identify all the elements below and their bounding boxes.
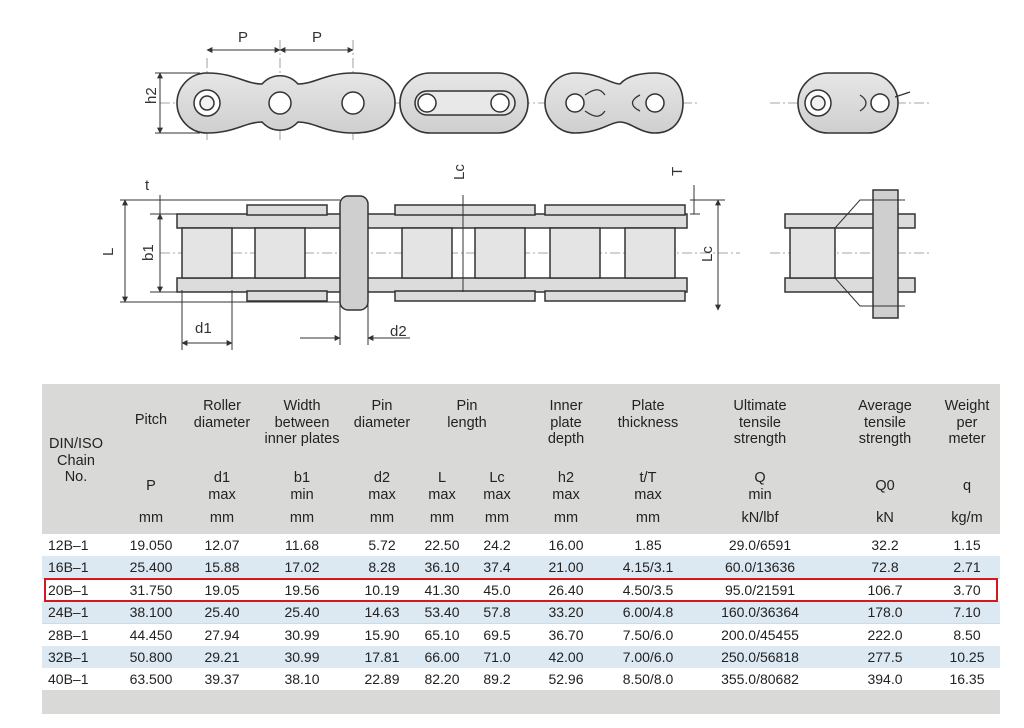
cell-Q0: 106.7 (867, 581, 903, 598)
cell-Q0: 32.2 (871, 537, 899, 553)
cell-Q0: 178.0 (867, 604, 903, 621)
cell-Q0: 72.8 (871, 559, 899, 576)
cell-b1: 11.68 (285, 537, 319, 553)
label-pitch-right: P (312, 29, 323, 46)
label-pitch-left: P (238, 29, 249, 46)
cell-p: 19.050 (129, 537, 173, 553)
cell-p: 38.100 (129, 604, 173, 621)
unit-Q: kN/lbf (741, 510, 779, 526)
cell-p: 31.750 (129, 581, 173, 598)
cell-tT: 8.50/8.0 (622, 671, 674, 688)
header-width: Width between inner plates (264, 398, 340, 447)
symbol-Q: Q min (748, 470, 772, 503)
label-d2: d2 (390, 323, 407, 340)
cell-no: 32B–1 (48, 649, 89, 665)
unit-tT: mm (635, 510, 661, 526)
symbol-d2: d2 max (368, 470, 396, 503)
cell-d2: 15.90 (364, 626, 400, 643)
unit-p: mm (138, 510, 164, 526)
table-row (42, 624, 1000, 646)
cell-d1: 27.94 (204, 626, 240, 643)
cell-h2: 26.40 (548, 581, 584, 598)
cell-Lc: 45.0 (483, 581, 511, 598)
table-row (42, 646, 1000, 668)
cell-Q: 200.0/45455 (721, 626, 799, 643)
table-row (42, 668, 1000, 690)
label-lc-right: Lc (699, 246, 716, 262)
cell-d1: 12.07 (204, 537, 240, 553)
cell-q: 10.25 (949, 649, 985, 665)
chain-top-view (177, 190, 915, 318)
cell-p: 25.400 (129, 559, 173, 576)
cell-q: 8.50 (953, 626, 981, 643)
header-pin-length: Pin length (447, 398, 487, 431)
unit-d2: mm (369, 510, 395, 526)
cell-L: 22.50 (424, 537, 460, 553)
cell-b1: 38.10 (284, 671, 320, 688)
cell-q: 3.70 (953, 581, 981, 598)
cell-tT: 6.00/4.8 (622, 604, 674, 621)
cell-d1: 25.40 (204, 604, 240, 621)
header-chain-no: DIN/ISO Chain No. (49, 436, 103, 485)
cell-Q: 95.0/21591 (724, 581, 796, 598)
symbol-d1: d1 max (208, 470, 236, 503)
label-h2: h2 (143, 87, 160, 104)
cell-Q: 160.0/36364 (721, 604, 799, 621)
cell-L: 82.20 (424, 671, 460, 688)
cell-tT: 4.15/3.1 (622, 559, 674, 576)
cell-b1: 30.99 (284, 649, 320, 665)
cell-d2: 17.81 (364, 649, 400, 665)
header-pin-diameter: Pin diameter (353, 398, 411, 431)
table-row (42, 534, 1000, 556)
cell-tT: 1.85 (634, 537, 662, 553)
label-b1: b1 (140, 244, 157, 261)
cell-tT: 7.50/6.0 (622, 626, 674, 643)
cell-Q: 29.0/6591 (728, 537, 792, 553)
cell-h2: 52.96 (548, 671, 584, 688)
unit-Lc: mm (484, 510, 510, 526)
cell-L: 53.40 (424, 604, 460, 621)
cell-h2: 33.20 (548, 604, 584, 621)
symbol-Lc: Lc max (483, 470, 511, 503)
cell-b1: 25.40 (284, 604, 320, 621)
label-t: t (145, 177, 150, 194)
symbol-p: P (146, 478, 156, 494)
cell-d2: 8.28 (368, 559, 396, 576)
cell-h2: 21.00 (548, 559, 584, 576)
cell-p: 44.450 (129, 626, 173, 643)
symbol-tT: t/T max (634, 470, 662, 503)
cell-q: 7.10 (953, 604, 981, 621)
header-inner-plate-depth: Inner plate depth (547, 398, 585, 447)
label-d1: d1 (195, 320, 212, 337)
cell-no: 16B–1 (48, 559, 89, 576)
label-lc-top: Lc (451, 164, 468, 180)
cell-p: 50.800 (129, 649, 173, 665)
header-plate-thickness: Plate thickness (617, 398, 679, 431)
cell-L: 36.10 (424, 559, 460, 576)
cell-no: 12B–1 (48, 537, 89, 553)
symbol-L: L max (428, 470, 456, 503)
cell-no: 24B–1 (48, 604, 89, 621)
symbol-Q0: Q0 (875, 478, 895, 494)
header-roller-diameter: Roller diameter (193, 398, 251, 431)
unit-b1: mm (289, 510, 315, 526)
unit-Q0: kN (876, 510, 894, 526)
cell-h2: 42.00 (548, 649, 584, 665)
cell-Q: 355.0/80682 (721, 671, 799, 688)
cell-Q0: 222.0 (867, 626, 903, 643)
unit-d1: mm (209, 510, 235, 526)
cell-Q: 250.0/56818 (721, 649, 799, 665)
header-pitch: Pitch (134, 412, 168, 428)
cell-d1: 29.21 (204, 649, 240, 665)
cell-Lc: 69.5 (483, 626, 511, 643)
cell-d2: 14.63 (364, 604, 400, 621)
cell-Lc: 71.0 (483, 649, 511, 665)
cell-p: 63.500 (129, 671, 173, 688)
cell-d1: 19.05 (204, 581, 240, 598)
cell-q: 2.71 (953, 559, 981, 576)
cell-no: 28B–1 (48, 626, 89, 643)
cell-no: 20B–1 (48, 581, 89, 598)
cell-tT: 7.00/6.0 (622, 649, 674, 665)
label-L: L (100, 247, 117, 256)
cell-q: 1.15 (953, 537, 981, 553)
cell-L: 66.00 (424, 649, 460, 665)
cell-Q0: 277.5 (867, 649, 903, 665)
unit-L: mm (429, 510, 455, 526)
cell-tT: 4.50/3.5 (622, 581, 674, 598)
cell-b1: 17.02 (284, 559, 320, 576)
cell-d1: 15.88 (204, 559, 240, 576)
table-row (42, 601, 1000, 623)
symbol-q: q (962, 478, 972, 494)
header-weight: Weight per meter (944, 398, 990, 447)
cell-Lc: 24.2 (483, 537, 511, 553)
cell-Q0: 394.0 (867, 671, 903, 688)
unit-q: kg/m (951, 510, 983, 526)
header-average-tensile: Average tensile strength (858, 398, 912, 447)
cell-b1: 19.56 (284, 581, 320, 598)
cell-d2: 22.89 (364, 671, 400, 688)
symbol-h2: h2 max (552, 470, 580, 503)
cell-b1: 30.99 (284, 626, 320, 643)
cell-Lc: 57.8 (483, 604, 511, 621)
cell-Q: 60.0/13636 (724, 559, 796, 576)
cell-h2: 36.70 (548, 626, 584, 643)
cell-d2: 5.72 (368, 537, 396, 553)
label-t-upper: T (669, 166, 686, 176)
cell-d2: 10.19 (364, 581, 400, 598)
cell-h2: 16.00 (548, 537, 584, 553)
cell-Lc: 37.4 (483, 559, 511, 576)
chain-spec-table (42, 384, 1000, 714)
cell-q: 16.35 (949, 671, 985, 688)
cell-L: 41.30 (424, 581, 460, 598)
cell-no: 40B–1 (48, 671, 89, 688)
highlighted-row-frame (44, 578, 998, 602)
table-row (42, 556, 1000, 578)
symbol-b1: b1 min (290, 470, 314, 503)
cell-L: 65.10 (424, 626, 460, 643)
header-ultimate-tensile: Ultimate tensile strength (733, 398, 787, 447)
cell-d1: 39.37 (204, 671, 240, 688)
cell-Lc: 89.2 (483, 671, 511, 688)
unit-h2: mm (553, 510, 579, 526)
